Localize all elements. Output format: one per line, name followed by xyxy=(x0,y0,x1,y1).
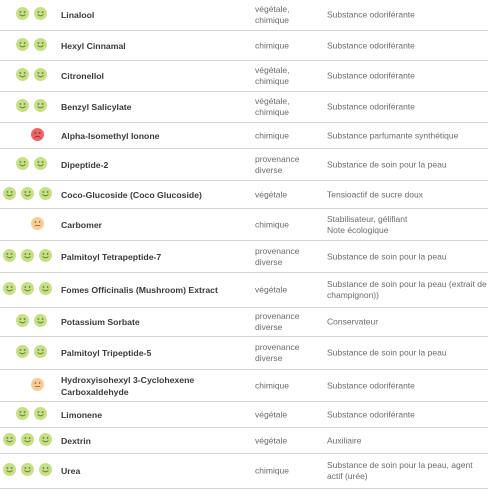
ingredient-origin: végétale, chimique xyxy=(255,65,290,86)
ingredient-function xyxy=(327,40,487,51)
ingredient-row[interactable] xyxy=(0,402,488,428)
ingredient-name: Citronellol xyxy=(61,71,104,81)
ingredient-function xyxy=(327,317,487,328)
ingredient-row[interactable] xyxy=(0,209,488,241)
ingredient-function xyxy=(327,214,487,236)
ingredient-function xyxy=(327,251,487,262)
ingredient-name: Hexyl Cinnamal xyxy=(61,40,126,51)
ingredient-row[interactable] xyxy=(0,241,488,273)
ingredient-name: Hydroxyisohexyl 3-Cyclohexene Carboxaldehyde xyxy=(61,374,195,397)
ingredient-function xyxy=(327,130,487,141)
ingredient-function xyxy=(327,409,487,420)
smiley-face-icon xyxy=(21,282,34,295)
function-line: Substance de soin pour la peau, agent actif (urée) xyxy=(327,460,473,481)
smiley-face-icon xyxy=(16,99,29,112)
ingredient-row[interactable] xyxy=(0,149,488,181)
ingredient-name: Palmitoyl Tripeptide-5 xyxy=(61,348,152,358)
smiley-face-icon xyxy=(16,68,29,81)
ingredient-row[interactable] xyxy=(0,31,488,61)
smiley-face-icon xyxy=(39,187,52,200)
function-line: Substance odoriférante xyxy=(327,40,415,50)
smiley-face-icon xyxy=(21,433,34,446)
smiley-face-icon xyxy=(21,187,34,200)
ingredient-function xyxy=(327,10,487,21)
ingredient-function xyxy=(327,380,487,391)
function-line: Substance odoriférante xyxy=(327,9,415,20)
ingredient-origin: végétale xyxy=(255,409,288,419)
ingredient-name: Palmitoyl Tetrapeptide-7 xyxy=(61,251,162,262)
smiley-face-icon xyxy=(34,407,47,420)
smiley-face-icon xyxy=(39,463,52,476)
ingredient-function xyxy=(327,189,487,200)
smiley-face-icon xyxy=(3,282,16,295)
smiley-face-icon xyxy=(34,7,47,20)
smiley-face-icon xyxy=(3,249,16,262)
ingredient-name: Carbomer xyxy=(61,219,103,230)
ingredient-origin: provenance diverse xyxy=(255,245,300,267)
smiley-face-icon xyxy=(34,345,47,358)
smiley-face-icon xyxy=(39,249,52,262)
ingredient-name: Benzyl Salicylate xyxy=(61,102,132,112)
ingredient-origin: provenance diverse xyxy=(255,311,300,332)
ingredient-origin: chimique xyxy=(255,465,290,476)
ingredient-origin: chimique xyxy=(255,130,290,140)
ingredient-origin: chimique xyxy=(255,219,290,229)
ingredient-name: Potassium Sorbate xyxy=(61,317,140,327)
smiley-face-icon xyxy=(3,433,16,446)
smiley-face-icon xyxy=(34,68,47,81)
function-line: Substance odoriférante xyxy=(327,70,415,81)
ingredient-origin: végétale xyxy=(255,435,288,445)
ingredient-origin: végétale, chimique xyxy=(255,4,290,25)
smiley-face-icon xyxy=(16,38,29,51)
ingredient-origin: végétale, chimique xyxy=(255,96,290,117)
ingredient-row[interactable] xyxy=(0,337,488,370)
ingredient-name: Limonene xyxy=(61,409,103,420)
ingredient-function xyxy=(327,71,487,82)
ingredient-row[interactable] xyxy=(0,123,488,149)
ingredient-function xyxy=(327,279,487,301)
smiley-face-icon xyxy=(16,314,29,327)
smiley-face-icon xyxy=(3,187,16,200)
function-line: Stabilisateur, gélifiant xyxy=(327,213,408,224)
ingredient-name: Fomes Officinalis (Mushroom) Extract xyxy=(61,285,218,295)
ingredient-origin: végétale xyxy=(255,284,288,295)
smiley-face-icon xyxy=(39,282,52,295)
ingredient-origin: chimique xyxy=(255,40,290,50)
function-line: Note écologique xyxy=(327,224,389,235)
neutral-face-icon xyxy=(31,378,44,391)
function-line: Substance odoriférante xyxy=(327,101,415,112)
ingredient-row[interactable] xyxy=(0,454,488,489)
ingredient-origin: provenance diverse xyxy=(255,153,300,175)
neutral-face-icon xyxy=(31,217,44,230)
ingredient-function xyxy=(327,435,487,446)
ingredient-name: Dipeptide-2 xyxy=(61,159,109,170)
smiley-face-icon xyxy=(34,38,47,51)
smiley-face-icon xyxy=(16,345,29,358)
smiley-face-icon xyxy=(3,463,16,476)
ingredient-row[interactable] xyxy=(0,370,488,402)
sad-face-icon xyxy=(31,128,44,141)
ingredient-row[interactable] xyxy=(0,273,488,308)
function-line: Substance parfumante synthétique xyxy=(327,130,459,140)
ingredient-function xyxy=(327,159,487,170)
smiley-face-icon xyxy=(16,157,29,170)
ingredient-function xyxy=(327,348,487,359)
ingredient-origin: chimique xyxy=(255,380,290,390)
ingredient-name: Coco-Glucoside (Coco Glucoside) xyxy=(61,189,202,200)
ingredient-name: Alpha-Isomethyl Ionone xyxy=(61,130,160,141)
ingredient-row[interactable] xyxy=(0,92,488,123)
ingredient-origin: végétale xyxy=(255,189,288,199)
smiley-face-icon xyxy=(21,463,34,476)
ingredient-function xyxy=(327,460,487,482)
function-line: Substance de soin pour la peau xyxy=(327,159,447,169)
ingredient-function xyxy=(327,102,487,113)
function-line: Substance odoriférante xyxy=(327,409,415,419)
smiley-face-icon xyxy=(16,407,29,420)
function-line: Auxiliaire xyxy=(327,435,362,445)
smiley-face-icon xyxy=(34,157,47,170)
function-line: Conservateur xyxy=(327,316,379,327)
ingredient-row[interactable] xyxy=(0,61,488,92)
function-line: Tensioactif de sucre doux xyxy=(327,189,423,199)
smiley-face-icon xyxy=(34,314,47,327)
ingredient-name: Dextrin xyxy=(61,435,91,446)
function-line: Substance de soin pour la peau xyxy=(327,347,447,358)
ingredient-row[interactable] xyxy=(0,308,488,337)
ingredient-row[interactable] xyxy=(0,181,488,209)
function-line: Substance de soin pour la peau (extrait de champignon)) xyxy=(327,279,487,300)
ingredient-row[interactable] xyxy=(0,0,488,31)
ingredient-origin: provenance diverse xyxy=(255,342,300,363)
smiley-face-icon xyxy=(39,433,52,446)
smiley-face-icon xyxy=(34,99,47,112)
function-line: Substance odoriférante xyxy=(327,380,415,390)
smiley-face-icon xyxy=(16,7,29,20)
smiley-face-icon xyxy=(21,249,34,262)
ingredient-name: Urea xyxy=(61,466,81,476)
ingredient-name: Linalool xyxy=(61,10,95,20)
function-line: Substance de soin pour la peau xyxy=(327,251,447,261)
ingredient-row[interactable] xyxy=(0,428,488,454)
